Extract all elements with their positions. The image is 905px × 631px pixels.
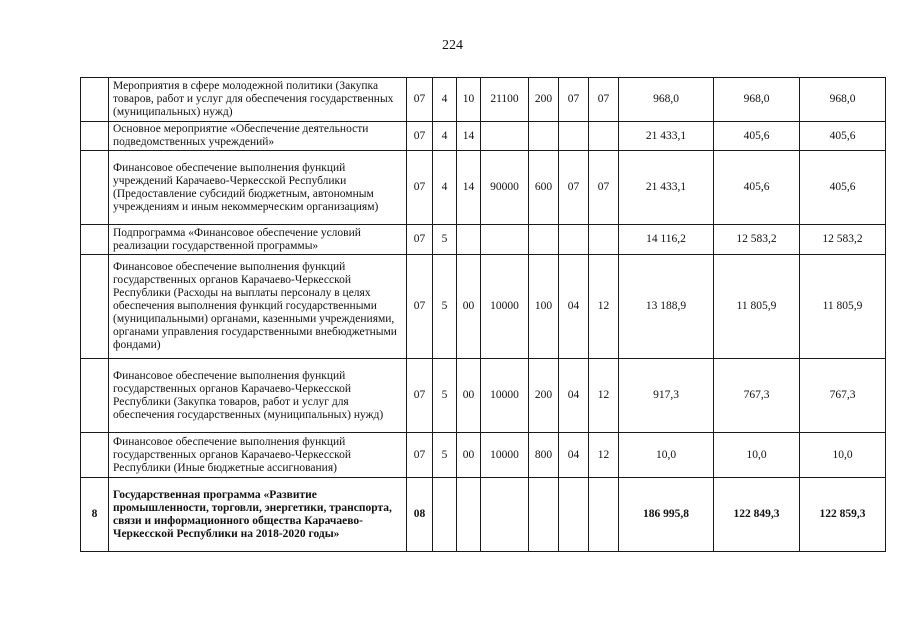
- code-subprogram: 5: [433, 359, 457, 433]
- amount-year2: 12 583,2: [714, 225, 800, 255]
- code-direction: 90000: [481, 151, 529, 225]
- code-subdivision: 12: [589, 433, 619, 478]
- amount-year3: 11 805,9: [800, 255, 886, 359]
- amount-year3: 122 859,3: [800, 478, 886, 552]
- code-direction: [481, 478, 529, 552]
- code-direction: 10000: [481, 433, 529, 478]
- code-division: [559, 225, 589, 255]
- amount-year2: 10,0: [714, 433, 800, 478]
- code-event: 14: [457, 122, 481, 151]
- row-name: Государственная программа «Развитие промышленности, торговли, энергетики, транспорта, связи и информационного общества Карачаево-Черкесской Республики на 2018-2020 годы»: [109, 478, 407, 552]
- code-subprogram: 5: [433, 225, 457, 255]
- code-subprogram: 4: [433, 122, 457, 151]
- code-subdivision: 07: [589, 151, 619, 225]
- code-section: 07: [407, 151, 433, 225]
- row-name: Основное мероприятие «Обеспечение деятельности подведомственных учреждений»: [109, 122, 407, 151]
- code-expense-type: 600: [529, 151, 559, 225]
- amount-year1: 14 116,2: [619, 225, 714, 255]
- code-subprogram: 4: [433, 78, 457, 122]
- amount-year1: 917,3: [619, 359, 714, 433]
- amount-year2: 767,3: [714, 359, 800, 433]
- code-division: 04: [559, 255, 589, 359]
- code-event: 00: [457, 359, 481, 433]
- code-expense-type: 200: [529, 78, 559, 122]
- table-row: [81, 151, 886, 225]
- code-section: 07: [407, 78, 433, 122]
- code-direction: [481, 225, 529, 255]
- amount-year3: 767,3: [800, 359, 886, 433]
- row-index: [81, 78, 109, 122]
- row-name: Финансовое обеспечение выполнения функций государственных органов Карачаево-Черкесской Республики (Иные бюджетные ассигнования): [109, 433, 407, 478]
- row-index: 8: [81, 478, 109, 552]
- code-division: 04: [559, 359, 589, 433]
- budget-table: [80, 77, 886, 552]
- table-row: [81, 255, 886, 359]
- amount-year3: 10,0: [800, 433, 886, 478]
- code-subdivision: 12: [589, 255, 619, 359]
- amount-year1: 968,0: [619, 78, 714, 122]
- code-section: 07: [407, 255, 433, 359]
- code-direction: 21100: [481, 78, 529, 122]
- code-direction: 10000: [481, 255, 529, 359]
- amount-year2: 122 849,3: [714, 478, 800, 552]
- code-event: 00: [457, 433, 481, 478]
- amount-year1: 21 433,1: [619, 122, 714, 151]
- code-expense-type: [529, 225, 559, 255]
- table-row: [81, 78, 886, 122]
- amount-year1: 186 995,8: [619, 478, 714, 552]
- code-division: [559, 122, 589, 151]
- code-section: 07: [407, 122, 433, 151]
- code-subprogram: 5: [433, 433, 457, 478]
- code-section: 07: [407, 359, 433, 433]
- row-name: Финансовое обеспечение выполнения функций учреждений Карачаево-Черкесской Республики (Предоставление субсидий бюджетным, автономным учреждениям и иным некоммерческим организациям): [109, 151, 407, 225]
- code-event: [457, 225, 481, 255]
- code-section: 08: [407, 478, 433, 552]
- row-name: Мероприятия в сфере молодежной политики (Закупка товаров, работ и услуг для обеспечения государственных (муниципальных) нужд): [109, 78, 407, 122]
- code-event: [457, 478, 481, 552]
- amount-year1: 21 433,1: [619, 151, 714, 225]
- code-subdivision: [589, 225, 619, 255]
- code-section: 07: [407, 225, 433, 255]
- amount-year2: 968,0: [714, 78, 800, 122]
- row-index: [81, 225, 109, 255]
- code-subdivision: 12: [589, 359, 619, 433]
- table-row: [81, 359, 886, 433]
- code-division: 07: [559, 151, 589, 225]
- page-number: 224: [442, 38, 463, 53]
- row-name: Подпрограмма «Финансовое обеспечение условий реализации государственной программы»: [109, 225, 407, 255]
- table-row: [81, 122, 886, 151]
- code-expense-type: 200: [529, 359, 559, 433]
- code-direction: [481, 122, 529, 151]
- code-subdivision: 07: [589, 78, 619, 122]
- code-subdivision: [589, 122, 619, 151]
- code-event: 14: [457, 151, 481, 225]
- code-event: 10: [457, 78, 481, 122]
- table-row: [81, 433, 886, 478]
- amount-year3: 968,0: [800, 78, 886, 122]
- code-division: 07: [559, 78, 589, 122]
- code-subprogram: [433, 478, 457, 552]
- code-expense-type: 800: [529, 433, 559, 478]
- code-section: 07: [407, 433, 433, 478]
- amount-year3: 405,6: [800, 151, 886, 225]
- amount-year1: 13 188,9: [619, 255, 714, 359]
- code-expense-type: 100: [529, 255, 559, 359]
- amount-year2: 405,6: [714, 151, 800, 225]
- row-name: Финансовое обеспечение выполнения функций государственных органов Карачаево-Черкесской Республики (Закупка товаров, работ и услуг для обеспечения государственных (муниципальных) нужд): [109, 359, 407, 433]
- code-expense-type: [529, 122, 559, 151]
- amount-year2: 11 805,9: [714, 255, 800, 359]
- code-expense-type: [529, 478, 559, 552]
- code-subprogram: 5: [433, 255, 457, 359]
- table-row: [81, 478, 886, 552]
- amount-year3: 405,6: [800, 122, 886, 151]
- code-direction: 10000: [481, 359, 529, 433]
- table-row: [81, 225, 886, 255]
- amount-year1: 10,0: [619, 433, 714, 478]
- row-name: Финансовое обеспечение выполнения функций государственных органов Карачаево-Черкесской Республики (Расходы на выплаты персоналу в целях обеспечения выполнения функций государственными (муниципальными) органами, казенными учреждениями, органами управления государственными внебюджетными фондами): [109, 255, 407, 359]
- code-subprogram: 4: [433, 151, 457, 225]
- row-index: [81, 433, 109, 478]
- row-index: [81, 151, 109, 225]
- row-index: [81, 122, 109, 151]
- amount-year3: 12 583,2: [800, 225, 886, 255]
- row-index: [81, 359, 109, 433]
- code-division: 04: [559, 433, 589, 478]
- row-index: [81, 255, 109, 359]
- code-subdivision: [589, 478, 619, 552]
- amount-year2: 405,6: [714, 122, 800, 151]
- code-event: 00: [457, 255, 481, 359]
- code-division: [559, 478, 589, 552]
